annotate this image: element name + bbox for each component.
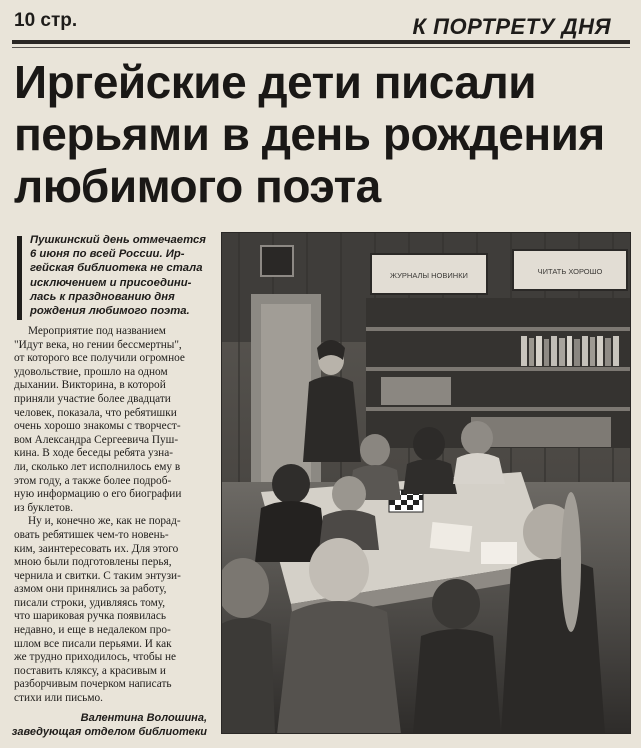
lead-accent-bar	[17, 236, 22, 320]
lead-line: лась к празднованию дня	[30, 290, 175, 303]
body-line: "Идут века, но гении бессмертны",	[14, 338, 182, 351]
body-line: Ну и, конечно же, как не порад-	[28, 515, 181, 528]
wall-picture	[261, 246, 293, 276]
headline-line: любимого поэта	[14, 160, 381, 212]
article-headline	[14, 56, 630, 212]
body-line: кина. В ходе беседы ребята узна-	[14, 447, 173, 460]
body-line: вом Александра Сергеевича Пуш-	[14, 433, 179, 446]
body-line: ную информацию о его биографии	[14, 488, 182, 501]
headline-line: перьями в день рождения	[14, 108, 605, 160]
page-header	[0, 0, 641, 46]
lead-line: гейская библиотека не стала	[30, 262, 203, 275]
body-line: азмом они принялись за работу,	[14, 583, 167, 596]
body-line: поставить кляксу, а красивым и	[14, 664, 166, 677]
body-line: Мероприятие под названием	[28, 325, 166, 337]
body-line: писали строки, удивляясь тому,	[14, 596, 166, 609]
lead-line: исключением и присоедини-	[30, 276, 192, 289]
body-line: чернила и свитки. С таким энтузи-	[14, 569, 181, 582]
article-lead	[30, 233, 208, 318]
sign-journals-text: ЖУРНАЛЫ НОВИНКИ	[390, 271, 468, 280]
lead-line: рождения любимого поэта.	[30, 305, 190, 318]
body-line: человек, показала, что ребятишки	[14, 406, 177, 419]
lead-line: 6 июня по всей России. Ир-	[30, 248, 185, 261]
body-line: от которого все получили огромное	[14, 352, 185, 365]
body-line: шлом все писали перьями. И как	[14, 637, 172, 650]
body-line: очень хорошо знакомы с творчест-	[14, 420, 181, 433]
bookshelf	[366, 298, 631, 448]
body-line: этом году, а также более подроб-	[14, 474, 172, 487]
body-line: же трудно приходилось, чтобы не	[14, 651, 177, 664]
body-line: овать ребятишек чем-то новень-	[14, 528, 169, 541]
library-photo	[221, 232, 631, 734]
body-line: удовольствие, прошло на одном	[14, 365, 168, 378]
body-line: разборчивым почерком написать	[14, 678, 172, 691]
body-line: из буклетов.	[14, 501, 74, 514]
author-position: заведующая отделом библиотеки	[11, 725, 207, 738]
body-line: мною были подготовлены перья,	[14, 556, 172, 569]
body-line: стихи или письмо.	[14, 692, 103, 705]
header-rule-thick	[12, 40, 630, 44]
page-number: 10 стр.	[14, 10, 78, 31]
lead-line: Пушкинский день отмечается	[30, 234, 206, 246]
body-line: что шариковая ручка появилась	[14, 610, 166, 623]
headline-line: Иргейские дети писали	[14, 56, 536, 108]
author-signature	[12, 712, 207, 739]
body-line: приняли участие более двадцати	[14, 392, 171, 405]
body-line: ли, сколько лет исполнилось ему в	[14, 460, 181, 473]
body-line: недавно, и еще в недалеком про-	[14, 624, 171, 637]
body-line: ким, заинтересовать их. Для этого	[14, 542, 179, 555]
sign-reading-text: ЧИТАТЬ ХОРОШО	[537, 267, 603, 276]
body-line: дыхании. Викторина, в которой	[14, 379, 166, 392]
article-body	[14, 325, 210, 706]
sign-journals	[371, 254, 487, 294]
sign-reading	[513, 250, 627, 290]
author-name: Валентина Волошина,	[80, 712, 207, 724]
header-rule-thin	[12, 47, 630, 48]
section-rubric: К ПОРТРЕТУ ДНЯ	[412, 14, 611, 39]
